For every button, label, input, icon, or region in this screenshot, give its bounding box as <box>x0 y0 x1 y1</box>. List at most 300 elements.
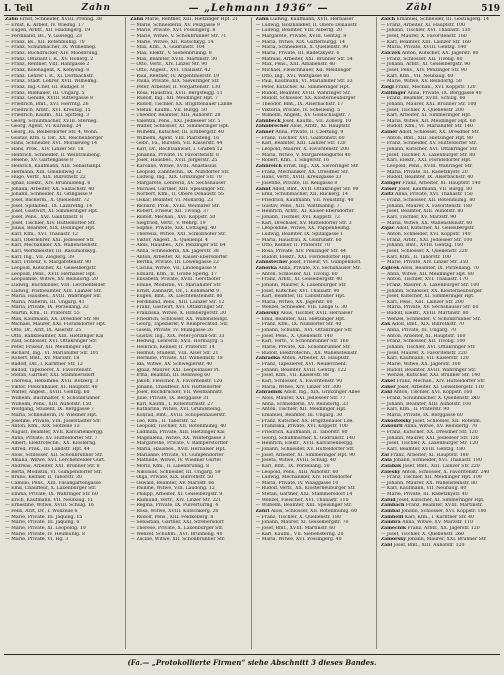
entry-details: Josef, Arbeiter, XI. Geiselbergstr. 110 <box>397 384 484 390</box>
entry-details: — Emanuel, Beamter, III. Ungarg. 30 <box>255 412 343 418</box>
entry-details: — Wenzel, Schuhm., XVI. Brunneng. 40 <box>130 531 223 537</box>
entry-details: — Johann, Schneider, XV. Hütteldorfer Str. <box>255 446 355 452</box>
entry-details: — Peter, Friseur, XII. Meidlinger Hpt. <box>5 345 93 351</box>
directory-entry <box>130 537 248 543</box>
entry-details: — Johann, Chauffeur, XIV. Hütteldorfer <box>130 384 222 390</box>
entry-details: — Georg, Fa. Reiberdorfer Str. 4, Wohn. <box>5 130 99 136</box>
directory-column <box>3 17 126 649</box>
entry-details: — Karl, Beamter, XIII. Lainzer Str. 120 <box>255 141 346 147</box>
entry-details: — Magdalena, Witwe, XX. Wintergasse 3 <box>130 435 226 441</box>
entry-details: — Moriz, Kfm., II. Lilienbrunng. 8 <box>130 463 210 469</box>
entry-details: — Johann, Schuhm., XVI. Ottakringer Str. <box>255 328 353 334</box>
entry-details: Ernst, Ing., XIX. Sieveringer Str. <box>283 164 359 170</box>
footer-note: (Fa.— „Protokollierte Firmen“ siehe Abschnitt 3 dieses Bandes. <box>127 657 377 667</box>
entry-details: — Paul, Schlosser, XVI. Ottakringer Str. <box>5 339 98 345</box>
entry-details: — Johann, Maurer, XXI. Jedleseer Str. 120 <box>380 435 479 441</box>
entry-details: — Heinrich, Schneider, II. Weintraubeng. <box>5 152 102 158</box>
entry-details: — Maria, Private, XVIII. Gentzg. 140 <box>380 45 467 51</box>
entry-details: — Maria, Private, IX. Porzellang. 32 <box>5 305 89 311</box>
entry-details: Anton, Kutscher, XX. Jägerstr. 80 <box>401 50 479 56</box>
entry-details: — Maria, Hausbes., XVIII. Währinger Str. <box>5 294 102 300</box>
entry-details: — Maria, Näherin, III. Ungarg. 41 <box>5 299 85 305</box>
entry-details: — Rosa, Witwe, XVIII. Kutschkerg. 20 <box>130 509 219 515</box>
entry-details: — Julius, Beamter, XIX. Döblinger Hpt. <box>5 226 96 232</box>
entry-details: — Josef, Kfm., VII. Kaiserstr. 88 <box>255 373 329 379</box>
entry-surname: Zamorsky <box>380 537 406 543</box>
entry-details: — Otto, Ing., XVI. Wattgasse 60 <box>255 73 330 79</box>
entry-details: — Wenzel, Schneider, VIII. Lange G. 30 <box>255 305 347 311</box>
entry-details: — Berta, Modistin, VI. Gumpendorfer Str. <box>5 469 103 475</box>
entry-details: — Karl, Beamter, XVIII. Gentzg. 180 <box>380 446 466 452</box>
entry-surname: Zahorka <box>255 265 277 271</box>
entry-details: Karl, Kfm., I. Kärntner Str. 40 <box>404 514 475 520</box>
directory-column <box>379 17 501 649</box>
entry-details: — Erich, Kaufmann, VII. Neubaug. 11 <box>5 497 94 503</box>
entry-details: Anna, Witwe, XV. Reindorfg. 70 <box>404 424 478 430</box>
entry-details: — Gustav, Ing., XIX. Peter-Jordan-Str. 33 <box>130 333 225 339</box>
entry-surname: Zakostelsky <box>380 418 412 424</box>
entry-details: — Josef, Schlosser, X. Quellenstr. 220 <box>380 248 468 254</box>
entry-details: — Franz, Tischler, X. Quellenstr. 180 <box>255 514 341 520</box>
entry-details: Johann, Maurer, XXI. Brünner Str. <box>407 537 487 543</box>
entry-details: — Pauline, Witwe, VIII. Laudong. 12 <box>130 486 215 492</box>
entry-details: — Wenzel, Kutscher, XXI. Brünner Str. 140 <box>380 373 481 379</box>
entry-details: — Hermann, XIII. Gmündweg 12 <box>5 169 82 175</box>
entry-details: — Karoline, Witwe, XVIII. Anastasius <box>130 164 217 170</box>
entry-details: — Franz, Arbtr., XI. Geiselbergstr. 40 <box>255 277 343 283</box>
entry-surname: Zahradnik <box>255 390 283 396</box>
entry-details: Franz, Arbtr., XX. Jägerstr. 120 <box>407 526 480 532</box>
entry-surname: Zaich <box>380 17 396 22</box>
entry-surname: Zalud <box>380 497 396 503</box>
entry-surname: Zahnbeck <box>255 118 281 124</box>
entry-details: — Marie, Schneiderin, XV. Pelzgasse 9 <box>130 22 220 28</box>
entry-details: — Leopold, Kutscher, XI. Geiselbergstr. <box>5 265 97 271</box>
entry-details: — Michael, Fleischhauer, XII. Meidlinger <box>255 67 352 73</box>
entry-details: — Maria, Private, IX. Berggasse 60 <box>380 412 463 418</box>
entry-details: — Franz, Schlosser, XII. Tivolig. 80 <box>380 56 463 62</box>
entry-details: — Robert, Kfm., I. Singerstr. 16 <box>255 158 329 164</box>
directory-entry <box>5 537 123 543</box>
entry-details: Anna, Private, II. Czerning. 9 <box>275 130 344 136</box>
entry-details: — Hugo, Vertr., XIX. Billrothstr. 22 <box>5 175 86 181</box>
entry-details: — Franz, Kutscher, XX. Brigittenauer Lde. <box>255 418 354 424</box>
entry-surname: Zak <box>380 322 391 328</box>
entry-details: Adolf, Kutscher, XI. Geiselbergstr. <box>396 226 475 232</box>
entry-details: — Otto, Kellner, II. Praterstr. 70 <box>255 243 330 249</box>
entry-details: Alois, Beamter, IX. Porzellang. 70 <box>400 265 479 271</box>
entry-details: — Marie, Witwe, V. Schönbrunner Str. 71 <box>130 33 227 39</box>
entry-details: — Franziska, Private, XVI. Koppstr. 100 <box>255 424 348 430</box>
entry-details: — Franz, Tischler, XII. Meidlinger Hpt. 100 <box>380 475 482 481</box>
entry-details: — Konrad, Bmt., XVIII. Schopenhauerstr. <box>130 412 227 418</box>
entry-details: — Irma, Beamtin, III. Rennweg 60 <box>130 373 211 379</box>
entry-surname: Zahnreich <box>255 164 282 170</box>
entry-details: — Karl, Pens., XIII. Lainzer Str. 200 <box>380 299 464 305</box>
entry-details: Emanuel, Schneider, III. Göstingerg. 14 <box>396 17 489 22</box>
entry-details: — Anton, Schneider, XVI. Koppstr. 140 <box>380 231 471 237</box>
entry-surname: Zajac <box>380 226 395 232</box>
entry-details: — Oswald, Beamter, XV. Märzstr. 66 <box>130 480 215 486</box>
entry-details: — Johann, Tischler, XVI. Koppstr. 72 <box>255 214 340 220</box>
entry-details: — Leopold, Pens., XIII. Auhofstr. 60 <box>255 469 339 475</box>
entry-surname: Zajicek <box>380 265 400 271</box>
entry-details: — Marie, Private, III. Jaquing. 6 <box>5 520 80 526</box>
entry-details: — Leopoldine, Witwe, XX. Pappenheimg. <box>255 226 351 232</box>
entry-details: — Franz, Schuhmacher, X. Quellenstr. 240 <box>380 395 480 401</box>
entry-details: — Otto, Bankbeamter, XIII. Hietzinger Kai <box>5 333 104 339</box>
entry-details: — Margarete, Lehrerin, XV. Sechshauser <box>130 181 226 187</box>
directory-column <box>254 17 377 649</box>
entry-details: — Josef, Kutscher, XI. Simmeringer Hpt. <box>380 294 475 300</box>
entry-details: — Josef, Hausbes., XVII. Jörgerstr. 25 <box>130 158 218 164</box>
entry-details: — Theresia, Hebamme, XVII. Rötzerg. 3 <box>5 379 99 384</box>
entry-details: — Johann, Kutscher, XVI. Ottakringer Str. <box>380 147 478 153</box>
entry-details: — Friedrich, Kaufmann, VII. Neustiftg. 40 <box>255 198 354 203</box>
entry-details: Alois, Arbtr., XI. Hauptstr. <box>290 124 351 130</box>
entry-details: — Nikolaus, Schneider, III. Ungarg. 59 <box>130 469 221 475</box>
entry-details: — Leopold, Maurer, X. Favoritenstr. 200 <box>255 147 349 153</box>
entry-details: — Maria, Witwe, XII. Meidlinger Hpt. 60 <box>380 118 476 124</box>
entry-details: — Philipp, Arbeiter, XI. Geiselbergstr. 9 <box>130 492 223 498</box>
entry-surname: Zahrl <box>255 509 270 515</box>
entry-details: — Maria, Hausfrau, X. Gudrunstr. 60 <box>255 237 342 243</box>
entry-details: — Franz, Schneider, XV. Hütteldorfer Str. <box>380 141 477 147</box>
entry-details: — Walter, Schlosser, XI. Simmeringer Hpt. <box>130 124 230 130</box>
entry-details: — Paula, Private, XIX. Sieveringer Str. <box>130 79 220 85</box>
entry-details: — Hans, Prok., XIV. Linzer Str. 18 <box>5 147 84 153</box>
entry-details: — Georg, Tapezierer, V. Reinprechtsd. Str. <box>130 322 229 328</box>
entry-details: — Marie, Private, IV. Heumühlg. 8 <box>5 531 85 537</box>
entry-details: — Stefan, Gärtner, XXI. Stammersdorf <box>5 373 95 379</box>
entry-details: — Margarete, Private, XVIII. Gentzg. 8 <box>255 33 347 39</box>
entry-details: — Franz, Arbtr., XXI. Jedleseer Str. 100 <box>380 237 473 243</box>
entry-details: Josef, Bmt., XIII. Auhofstr. 120 <box>393 543 465 549</box>
entry-details: — Marie, Private, XII. Schönbrunner Str. <box>255 345 351 351</box>
entry-surname: Zaker <box>380 384 396 390</box>
entry-details: — Otto, Vertr., XIV. Linzer Str. 90 <box>130 62 208 68</box>
entry-details: — Marie, Witwe, XV. Reindorfg. 50 <box>380 79 462 85</box>
entry-details: — Richard, Ing., VI. Mariahilfer Str. 101 <box>5 350 99 356</box>
entry-details: — Johann, Maurer, XI. Geiselbergstr. 70 <box>255 520 349 526</box>
entry-details: — Anna, Private, XV. Hütteldorfer Str. 7 <box>5 435 98 441</box>
entry-details: Anna, Private, XV. Sechshauser Str. <box>278 265 361 271</box>
entry-details: — Leopold, Tischler, XII. Rotenmühlg. 40 <box>130 424 227 430</box>
entry-details: — Max, Pens., XIII. Amalienstr. 40 <box>255 62 336 68</box>
entry-details: — Anton, Tischler, XII. Meidlinger Hpt. <box>255 407 347 413</box>
entry-surname: Zal <box>380 452 389 458</box>
entry-details: — Ludwig, Mechaniker, XIV. Hütteldorfer <box>255 475 352 481</box>
entry-details: — Karl, Werkmeister, III. Rasumofskyg. <box>5 248 97 254</box>
entry-details: Alois, Schlosser, XII. Rotenmühlg. 60 <box>270 509 358 515</box>
entry-details: — Josef, Buchdrucker, VII. Westbahnstr. <box>130 390 224 396</box>
entry-details: — Maria, Private, III. Radetzkystr. 20 <box>380 169 468 175</box>
entry-details: — Karl, Elektr., XXI. Floridsdorfer Hpt. <box>380 158 472 164</box>
entry-surname: Zakouril <box>380 424 403 430</box>
entry-details: — Anna, Schneiderin, XX. Jägerstr. 38 <box>130 248 219 254</box>
entry-details: — Maria, Witwe, XVI. Possingerg. 40 <box>255 537 342 543</box>
header-center <box>33 3 481 14</box>
entry-details: Marie, Rentner, XIII. Hietzinger Hpt. 21 <box>144 17 239 22</box>
entry-details: — Martin, Kfm., II. Praterstr. 55 <box>5 311 80 317</box>
entry-details: — Katharina, Witwe, XVI. Grundsteing. <box>130 407 222 413</box>
entry-details: Anton, Schlosser, X. Favoritenstr. 240 <box>401 469 490 475</box>
entry-details: — Maria, Private, IV. Waaggasse 10 <box>255 480 339 486</box>
entry-details: — Josef, Arbeiter, XI. Simmeringer Hpt. 90 <box>255 452 355 458</box>
entry-details: — Josef, Tischler, X. Laxenburger Str. 80 <box>380 152 476 158</box>
entry-surname: Zambra <box>380 520 401 526</box>
entry-details: — Rudolf, Ing., XII. Meidlinger Hpt. 7 <box>130 96 218 102</box>
entry-surname: Zahner <box>255 130 274 136</box>
entry-details: — Viktor, Angest., X. Quellenpl. 4 <box>130 237 208 243</box>
entry-details: — Max, Kfm., X. Gudrunstr. 104 <box>130 45 205 51</box>
entry-details: — Heinrich, Kaufmann, XIII. Sebastianpl. <box>5 164 102 170</box>
entry-details: — Peter, Kutscher, XI. Simmeringer Hpt. <box>255 84 350 90</box>
entry-details: — Camillo, Pens., XIII. Fasangartengasse <box>5 480 101 486</box>
entry-details: Adolf, Schlosser, XX. Dresdner Str. <box>399 130 480 136</box>
entry-details: — Johann, Tischler, XVI. Ottakringer Str. <box>380 345 476 351</box>
entry-details: — Mathias, Arbeiter, XXI. Brünner Str. 54 <box>255 56 353 62</box>
entry-details: — Josef, Tischler, X. Quellenstr. 200 <box>380 107 464 113</box>
entry-details: — Raimund, Vertr., XIV. Linzer Str. 221 <box>130 497 222 503</box>
entry-surname: Zalesky <box>380 469 401 475</box>
entry-details: — Franz, Schuhmacher, IX. Wilhelmeg. <box>5 45 97 51</box>
entry-details: — Ludmilla, Private, XIII. Hietzinger Kai <box>130 429 225 435</box>
entry-surname: Zainer <box>380 130 398 136</box>
entry-details: — Maria, Schneiderin, X. Quellenstr. 90 <box>255 45 349 51</box>
entry-details: — Marie, Private, III. Jaquing. 15 <box>5 514 83 520</box>
entry-details: — Cäcilia, Witwe, VII. Lindengasse 9 <box>130 265 217 271</box>
entry-details: — Johann, Bmt., XVIII. Gentzg. 160 <box>380 243 464 249</box>
entry-details: — Johann, Schlosser, XX. Klosterneuburger <box>380 288 482 294</box>
entry-details: — Karl, Mechaniker, XX. Wallensteinstr. <box>5 243 98 249</box>
entry-details: — Rudolf, Tischler, XX. Brigittenauer Lände <box>130 101 233 107</box>
entry-details: — Johann, Tischler, XVI. Thaliastr. 130 <box>380 28 471 34</box>
entry-details: Franz, Beamter, XVIII. Martinstr. <box>405 503 483 509</box>
entry-details: — Hermine, Private, XII. Wilhelmstr. 18 <box>130 356 223 362</box>
entry-details: — Franz, Kolonagent, X. Kenyong. 8 <box>5 67 90 73</box>
entry-details: — Franz, Offiziant i. R., XV. Hollerg. 2 <box>5 56 94 62</box>
entry-surname: Zahnstecher <box>255 260 288 266</box>
entry-details: — Friedrich, Schlosser, XX. Wallensteinpl. <box>130 316 229 322</box>
entry-details: — Leopold, Zahntechn., IX. Nußdorfer Str. <box>130 169 230 175</box>
entry-details: — Sophie, Private, XIX. Cottageg. 40 <box>130 226 217 232</box>
entry-columns <box>3 17 501 649</box>
entry-details: — Stefan, Kaufm., VII. Burgg. 50 <box>130 107 207 113</box>
entry-details: — Wilhelm, Agent, VIII. Piaristeng. 16 <box>130 135 220 141</box>
entry-details: — Eugen, Arbtr., XII. Haidingerg. 19 <box>5 28 91 34</box>
entry-details: — Karl, Dr., Rechtsanwalt, I. Graben 12 <box>130 147 223 153</box>
entry-details: — Eugen, Bmt., IX. Liechtensteinstr. 80 <box>130 294 223 300</box>
entry-details: — Emil, Schuhmacher, XII. Ruckerg. 14 <box>255 192 348 198</box>
entry-details: Anna, Private, XVI. Thaliastr. 150 <box>395 192 473 198</box>
entry-details: — Anton, Kfm., XIX. Hofzeile 13 <box>5 424 80 430</box>
entry-details: — Franz, Mechaniker, XX. Dresdner Str. <box>255 169 350 175</box>
entry-details: — Mathilde, Witwe, IV. Wiedner Gürtel <box>130 458 221 464</box>
entry-details: Adolf, Bmt., XIX. Billrothstr. 70 <box>391 322 464 328</box>
entry-details: — Paul, Rentner, IV. Argentinierstr. 19 <box>130 73 220 79</box>
entry-surname: Zaiser <box>380 186 397 192</box>
entry-details: — Rudolf, Elektrotechn., XX. Wallensteinstr. <box>255 350 358 356</box>
entry-details: — Marie, Private, XIV. Linzer Str. 350 <box>380 260 469 266</box>
entry-details: — Johann, Arbeiter, XX. Salzachstr. 40 <box>5 186 95 192</box>
entry-details: — Leo, Kfm., II. Taborstr. 52 <box>130 418 197 424</box>
entry-surname: Zahn <box>255 17 269 22</box>
entry-details: — Wilhelm, Angest., XV. Goldschlagstr. 7 <box>255 113 351 119</box>
entry-details: Johann, Schneider, XVI. Thaliastr. 190 <box>393 458 482 464</box>
first-headword: Zahn <box>81 3 112 13</box>
entry-details: — Josef, Bmt., XVIII. Martinstr. 60 <box>255 526 336 532</box>
entry-details: — Johann, Maurer, X. Laxenburger Str. <box>255 282 347 288</box>
entry-details: — Olga, Private, XIX. Billrothstr. 50 <box>130 475 214 481</box>
entry-details: — Heinrich, Kellner, II. Praterstr. 14 <box>130 345 215 351</box>
entry-details: — Anna, Schneiderin, XV. Reindorfg. 33 <box>255 401 349 407</box>
entry-details: — Michael, Maurer, XXI. Floridsdorfer Hpt. <box>5 322 107 328</box>
entry-surname: Zahn <box>5 17 19 22</box>
entry-details: — Wilhelm, Kutscher, III. Erdbergstr. 40 <box>130 130 224 136</box>
entry-details: — Helene, XV. Gartengasse 8 <box>5 158 73 164</box>
entry-details: — Peter, Arbeiter, II. Vorgartenstr. 130 <box>130 84 221 90</box>
entry-details: — Josef, Tischler, X. Quellenstr. 260 <box>380 531 464 537</box>
entry-details: — Franz, Gehilfe, XVIII. Rittergasse 8 <box>5 96 93 102</box>
entry-details: Alois, Tischler, XVII. Hernalser <box>280 311 353 317</box>
entry-details: — Siegfried, Vertr., V. Wehrg. 19 <box>130 220 206 226</box>
entry-details: — Michael, Gärtner, XIII. Speisinger Str. <box>130 186 225 192</box>
entry-details: Josef, Friseur, VI. Gumpendorf. <box>289 260 362 266</box>
entry-surname: Zakl <box>380 390 393 396</box>
entry-surname: Zahradka <box>255 356 281 362</box>
entry-details: — Karl, Friseur, V. Margaretenstr. 90 <box>5 260 92 266</box>
entry-details: — Norbert, Kfm., II. Obere Donaustr. 55 <box>130 192 224 198</box>
entry-details: — Richard, Prok., XVIII. Weimarer Str. <box>130 203 221 209</box>
entry-details: — Josef, Tischler, X. Laxenburger Str. 120 <box>380 441 479 447</box>
entry-details: — Rudolf, Beamter, XVIII. Währinger Str. <box>255 90 351 96</box>
entry-details: — Johann, Maurer, X. Favoritenstr. 180 <box>380 203 472 209</box>
entry-details: — Theresia, Witwe, XXI. Schloßhofer Str. <box>130 231 227 237</box>
entry-details: Anna, Witwe, XV. Märzstr. 110 <box>402 520 473 526</box>
entry-details: — Rudolf, Beamter, IX. Alserbachstr. 40 <box>380 175 474 181</box>
entry-details: — Karl, Kaufm., I. Rotenturmstr. 27 <box>130 401 214 407</box>
entry-details: — Maria, Witwe, XIX. Gatterburgg. 14 <box>255 39 345 45</box>
entry-details: — Regina, Private, IX. Pulverturmg. 4 <box>130 503 219 509</box>
entry-details: — Josef, Pens., XVI. Gallitzinstr. 8 <box>5 214 83 220</box>
entry-details: — Karl, Kfm., XVI. Thaliastr. 12 <box>5 231 78 237</box>
entry-details: — Viktor, Fleischhauer, XI. Hauptstr. 40 <box>5 384 98 390</box>
entry-surname: Zäbl <box>380 543 393 549</box>
entry-details: — Rudolf, Elektr., XXI. Floridsdorfer Hpt. <box>255 254 352 260</box>
entry-details: — Leopoldine, Witwe, XV. Reindorfg. 20 <box>5 277 98 283</box>
entry-details: — Johann, Maurer, XX. Wallensteinstr. 80 <box>380 480 477 486</box>
entry-details: Josef, Schlosser, XII. Rotenm. <box>412 418 482 424</box>
entry-surname: Zambal <box>380 509 400 515</box>
entry-details: — Marianne, Private, VI. Gumpendorfer <box>130 452 224 458</box>
entry-details: — Valentin, Pens., XXI. Jedleseer Str. 5 <box>130 118 221 124</box>
entry-details: — Franz, Kfm., IX. Nußdorfer Str. 40 <box>255 322 342 328</box>
entry-details: — Zäcilie, Witwe, XII. Schönbrunner Str. <box>130 537 226 543</box>
entry-details: — Felix, Arzt, Dr., I. Wollzeile 6 <box>5 509 78 515</box>
entry-details: — Friedrich, Kaufm., XII. Spittelg. 3 <box>5 113 90 119</box>
entry-surname: Zaigl <box>380 84 394 90</box>
entry-details: — Rudolf, Pens., XIII. Feldkellerg. 8 <box>130 514 214 520</box>
entry-details: — Franz, Rentner, VIII. Hanfgasse 2 <box>5 62 90 68</box>
entry-details: — Max, Kaufmann, XX. Dresdner Str. 88 <box>5 316 99 322</box>
entry-details: — Maria, Witwe, XIV. Linzer Str. 300 <box>255 384 341 390</box>
directory-title: — „Lehmann 1936“ — <box>188 3 329 14</box>
entry-details: — Josefine, Private, III. Keilgasse 8 <box>255 181 338 187</box>
part-label: I. Teil <box>4 3 33 14</box>
entry-surname: Zakel <box>380 379 395 384</box>
entry-details: — Josef, Gastwirt, XI. Simmeringer Hpt. <box>5 209 99 215</box>
entry-details: — Gustav, Pens., XIII. Wattmanng. 7 <box>255 203 340 209</box>
entry-details: — Franz, Kutscher, XX. Dresdner Str. 120 <box>380 429 478 435</box>
entry-details: — Eduard, Kfm., II. Große Sperlg. 17 <box>130 271 217 277</box>
entry-details: — Marie, Witwe, XII. Ratschkyg. 14 <box>130 39 214 45</box>
entry-details: — Johann, Schneider, XI. Grillgasse 9 <box>5 192 92 198</box>
entry-details: Ernst, Schneider, XVIII. Prenng. 38 <box>19 17 102 22</box>
directory-entry <box>381 543 499 549</box>
entry-details: — Johann, Arbtr., XI. Geiselbergstr. 90 <box>380 62 471 68</box>
entry-details: — Franz, Stadt. Lehrer, XVII. Wilhelmg. <box>5 79 98 85</box>
entry-details: — Franz, Bildhauer, III. Ungarg. 5 <box>5 90 85 96</box>
entry-details: — Josef, Maurer, X. Favoritenstr. 160 <box>380 33 467 39</box>
entry-details: — Wilhelm, Pens., XIII. Auhofstr. 150 <box>5 401 92 407</box>
entry-details: — Rosa, Hausfrau, XVII. Bergsteigg. 11 <box>130 90 223 96</box>
entry-details: — Ernst, K. Arbeit, IV. Wiedng. 17 <box>5 22 85 28</box>
entry-details: — Karl, Beamter, III. Landstraßer Hpt. <box>255 294 346 300</box>
entry-details: Adolf, Ing., XIX. Grinzinger Allee <box>283 390 360 396</box>
entry-details: — Friedrich, Bmt., XVI. Herrntg. 26 <box>5 101 89 107</box>
entry-details: — Karl, Vertr., V. Schönbrunner Str. 160 <box>255 339 349 345</box>
entry-details: — Franz, Schlosser, XII. Rotenmühlg. 80 <box>380 198 476 203</box>
last-headword: Zäbl <box>406 3 433 13</box>
entry-details: — Emil, Chauffeur, X. Laxenburger Str. <box>5 486 97 492</box>
entry-details: — Karl, Oberlehrer, XXI. Jedleseer Str. <box>5 237 95 243</box>
entry-details: — Josef, Tischler, XIV. Hütteldorfer Str. <box>5 220 96 226</box>
entry-details: — Karl, Arbeiter, XI. Simmeringer Hpt. <box>380 113 472 119</box>
entry-details: — Rudolf, Elektr., XVIII. Martinstr. 80 <box>380 311 469 317</box>
entry-details: — Franz, Lehrer i. R., XI. Dorfbachstr. <box>5 73 94 79</box>
entry-surname: Zalabak <box>380 463 402 469</box>
entry-details: Franz, Arbeiter, XI. Hauptstr. 140 <box>402 181 481 187</box>
entry-details: — Max, Beamter, XVIII. Martinstr. 30 <box>130 56 218 62</box>
entry-details: — Karl, Kaufmann, VII. Kaiserstr. 120 <box>380 356 469 362</box>
entry-details: — Ludwig, Postbeamter, XIII. Lainzer Str. <box>5 288 102 294</box>
entry-details: — Julie, Private, IX. Berggasse 31 <box>130 395 209 401</box>
entry-details: — Maria, Witwe, XX. Jägerstr. 60 <box>255 299 333 305</box>
entry-details: — Paul, Kaufmann, VI. Mariahilfer Str. 33 <box>255 79 353 85</box>
entry-details: — Karl, Tischler, XV. Märzstr. 90 <box>380 214 457 220</box>
page-number: 519 <box>481 3 500 14</box>
entry-details: Franz, Arbeiter, XI. Hauptstr. 180 <box>390 452 469 458</box>
page-header <box>4 2 500 16</box>
directory-column <box>128 17 251 649</box>
entry-details: — Ida, Witwe, XV. Schweglerstr. 40 <box>130 362 213 368</box>
entry-details: — Wilhelm, Beamter, XIII. Speisinger Str. <box>255 503 352 509</box>
entry-details: — Gustav, Kfm. u. Dir., XX. Reichenberger <box>5 135 104 141</box>
entry-details: — Amalia, Witwe, XVI. Lerchenfelder Gürt. <box>5 458 106 464</box>
entry-details: — Heinrich, Arbtr., XI. Kaiser-Ebersdorfer <box>255 209 354 215</box>
entry-details: Josef, Kaufmann, VII. Burgg. 80 <box>398 186 473 192</box>
entry-details: — Rudolf, Kfm., VI. Mariahilfer Str. 140 <box>380 124 473 130</box>
entry-details: — Theodor, Beamter, XIII. Auhofstr. 28 <box>130 113 221 119</box>
entry-details: — Karl, Schlosser, X. Favoritenstr. 90 <box>255 379 343 384</box>
entry-details: — Heinrich, Elektr., XVII. Kalvarienbergg. <box>255 441 354 447</box>
entry-details: Josef, Bmt., XIII. Lainzer Str. 220 <box>402 463 480 469</box>
entry-surname: Zainger <box>380 181 401 187</box>
entry-details: — Marie, Private, VI. Hg. 3 <box>5 537 69 543</box>
entry-details: — Johanna, Private, IV. Favoritenstr. 8 <box>130 152 219 158</box>
entry-details: — Wenzel, Schneider, V. Schönbrunner Str. <box>380 316 481 322</box>
